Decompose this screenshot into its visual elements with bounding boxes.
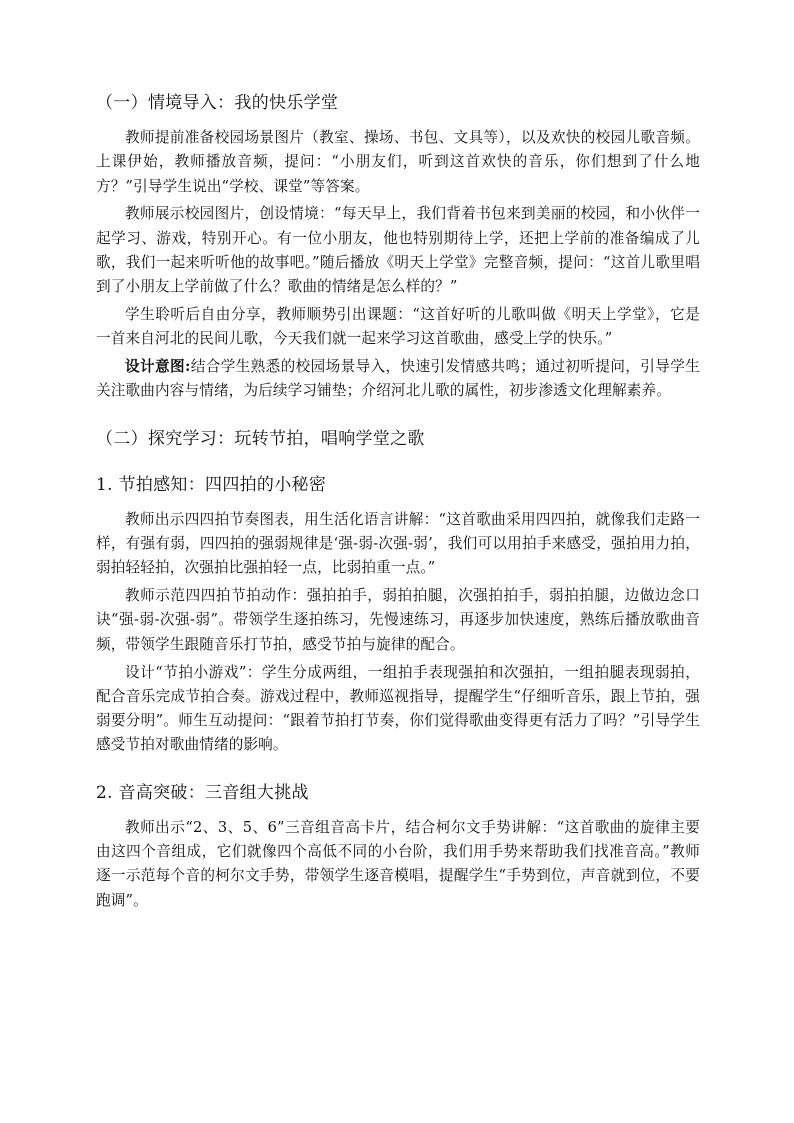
design-intent-paragraph <box>96 355 700 404</box>
paragraph: 教师提前准备校园场景图片（教室、操场、书包、文具等），以及欢快的校园儿歌音频。上课伊始，教师播放音频，提问：“小朋友们，听到这首欢快的音乐，你们想到了什么地方？”引导学生说出“学校、课堂”等答案。 <box>96 129 700 195</box>
subsection-heading-beat: 1. 节拍感知：四四拍的小秘密 <box>96 474 327 495</box>
paragraph: 教师展示校园图片，创设情境：“每天早上，我们背着书包来到美丽的校园，和小伙伴一起学习、游戏，特别开心。有一位小朋友，他也特别期待上学，还把上学前的准备编成了儿歌，我们一起来听听他的故事吧。”随后播放《明天上学堂》完整音频，提问：“这首儿歌里唱到了小朋友上学前做了什么？歌曲的情绪是怎么样的？” <box>96 205 700 296</box>
paragraph: 学生聆听后自由分享，教师顺势引出课题：“这首好听的儿歌叫做《明天上学堂》，它是一首来自河北的民间儿歌，今天我们就一起来学习这首歌曲，感受上学的快乐。” <box>96 306 700 348</box>
paragraph: 设计“节拍小游戏”：学生分成两组，一组拍手表现强拍和次强拍，一组拍腿表现弱拍，配合音乐完成节拍合奏。游戏过程中，教师巡视指导，提醒学生“仔细听音乐，跟上节拍，强弱要分明”。师生互动提问：“跟着节拍打节奏，你们觉得歌曲变得更有活力了吗？”引导学生感受节拍对歌曲情绪的影响。 <box>96 663 700 754</box>
section-heading-explore: （二）探究学习：玩转节拍，唱响学堂之歌 <box>96 428 425 449</box>
design-intent-label: 设计意图: <box>125 358 191 376</box>
section-heading-intro: （一）情境导入：我的快乐学堂 <box>96 93 339 113</box>
document-page <box>96 90 700 913</box>
subsection-heading-pitch: 2. 音高突破：三音组大挑战 <box>96 782 309 803</box>
paragraph: 教师示范四四拍节拍动作：强拍拍手，弱拍拍腿，次强拍拍手，弱拍拍腿，边做边念口诀“强-弱-次强-弱”。带领学生逐拍练习，先慢速练习，再逐步加快速度，熟练后播放歌曲音频，带领学生跟随音乐打节拍，感受节拍与旋律的配合。 <box>96 587 700 653</box>
paragraph: 教师出示“2、3、5、6”三音组音高卡片，结合柯尔文手势讲解：“这首歌曲的旋律主要由这四个音组成，它们就像四个高低不同的小台阶，我们用手势来帮助我们找准音高。”教师逐一示范每个音的柯尔文手势，带领学生逐音模唱，提醒学生“手势到位，声音就到位，不要跑调”。 <box>96 818 700 909</box>
paragraph: 教师出示四四拍节奏图表，用生活化语言讲解：“这首歌曲采用四四拍，就像我们走路一样，有强有弱，四四拍的强弱规律是‘强-弱-次强-弱’，我们可以用拍手来感受，强拍用力拍，弱拍轻轻拍，次强拍比强拍轻一点，比弱拍重一点。” <box>96 510 700 577</box>
design-intent-text: 结合学生熟悉的校园场景导入，快速引发情感共鸣；通过初听提问，引导学生关注歌曲内容与情绪，为后续学习铺垫；介绍河北儿歌的属性，初步渗透文化理解素养。 <box>96 358 700 400</box>
